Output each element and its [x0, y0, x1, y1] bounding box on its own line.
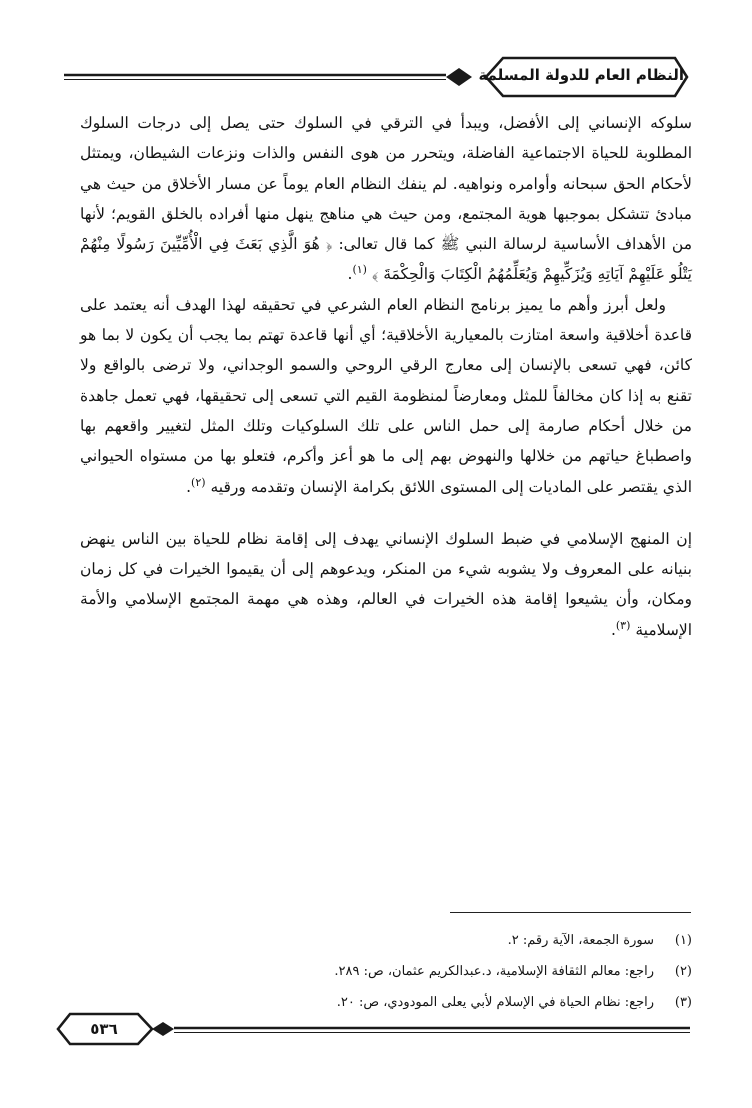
- page-footer: [56, 1008, 692, 1052]
- main-text: [80, 108, 692, 645]
- paragraph-end: .: [347, 265, 353, 284]
- footnote-text: راجع: نظام الحياة في الإسلام لأبي يعلى المودودي، ص: ٢٠.: [336, 995, 654, 1010]
- footnote: [320, 956, 692, 987]
- paragraph-end: .: [610, 620, 616, 639]
- footnote-text: سورة الجمعة، الآية رقم: ٢.: [507, 933, 654, 948]
- footnote-reference: (١): [352, 263, 367, 277]
- paragraph: [80, 108, 692, 290]
- footnote-reference: (٢): [191, 475, 206, 489]
- paragraph: [80, 290, 692, 502]
- paragraph-text: سلوكه الإنساني إلى الأفضل، ويبدأ في الترقي في السلوك حتى يصل إلى درجات السلوك المطلوبة للحياة الاجتماعية الفاضلة، ويتحرر من هوى النفس والذات ونزعات الشيطان، ويمتثل لأحكام الحق سبحانه وأوامره ونواهيه. لم ينفك النظام العام يوماً عن مسار الأخلاق من حيث هي مبادئ تتشكل بموجبها هوية المجتمع، ومن حيث هي مناهج ينهل منها أفراده بالخلق القويم؛ لأنها من الأهداف الأساسية لرسالة النبي ﷺ كما قال تعالى: ﴿ هُوَ الَّذِي بَعَثَ فِي الْأُمِّيِّينَ رَسُولًا مِنْهُمْ يَتْلُو عَلَيْهِمْ آيَاتِهِ وَيُزَكِّيهِمْ وَيُعَلِّمُهُمُ الْكِتَابَ وَالْحِكْمَةَ ﴾: [80, 114, 692, 284]
- footer-frame: [56, 1008, 692, 1052]
- footnote-text: راجع: معالم الثقافة الإسلامية، د.عبدالكريم عثمان، ص: ٢٨٩.: [334, 964, 654, 979]
- page-number: ٥٣٦: [90, 1020, 118, 1038]
- footnote-reference: (٣): [615, 618, 631, 632]
- footnote-number: (١): [674, 933, 692, 948]
- footnote-separator: [450, 912, 691, 913]
- paragraph-end: .: [186, 477, 192, 496]
- page-header: [54, 44, 692, 104]
- paragraph-text: إن المنهج الإسلامي في ضبط السلوك الإنساني يهدف إلى إقامة نظام للحياة بين الناس ينهض بنيانه على المعروف ولا يشوبه شيء من المنكر، ويدعوهم إلى أن يقيموا الخيرات في كل زمان ومكان، وأن يشيعوا إقامة هذه الخيرات في العالم، وهذه هي مهمة المجتمع الإسلامي والأمة الإسلامية: [80, 529, 692, 639]
- paragraph-text: ولعل أبرز وأهم ما يميز برنامج النظام العام الشرعي في تحقيقه لهذا الهدف أنه يعتمد على قاعدة أخلاقية واسعة امتازت بالمعيارية الأخلاقية؛ أي أنها قاعدة تهتم بما يجب أن يكون لا بما هو كائن، فهي تسعى بالإنسان إلى معارج الرقي الروحي والسمو الوجداني، ولا ترضى بالواقع ولا تقنع به إذا كان مخالفاً للمثل ومعارضاً لمنظومة القيم التي تسعى إلى تحقيقها، فهي تعمل جاهدة من خلال أحكام صارمة إلى حمل الناس على تلك السلوكيات وتلك المثل لتغيير واقعهم بها واصطباغ حياتهم من خلالها والنهوض بهم إلى ما هو أعز وأكرم، فتعلو بها من مستواه الحيواني الذي يقتصر على الماديات إلى المستوى اللائق بكرامة الإنسان وتقدمه ورقيه: [80, 295, 692, 496]
- footnote-number: (٣): [674, 995, 692, 1010]
- footnote: [320, 925, 692, 956]
- page-title: النظام العام للدولة المسلمة: [478, 66, 684, 84]
- footnote-number: (٢): [674, 964, 692, 979]
- paragraph: [80, 524, 692, 645]
- footnotes: [320, 925, 692, 1018]
